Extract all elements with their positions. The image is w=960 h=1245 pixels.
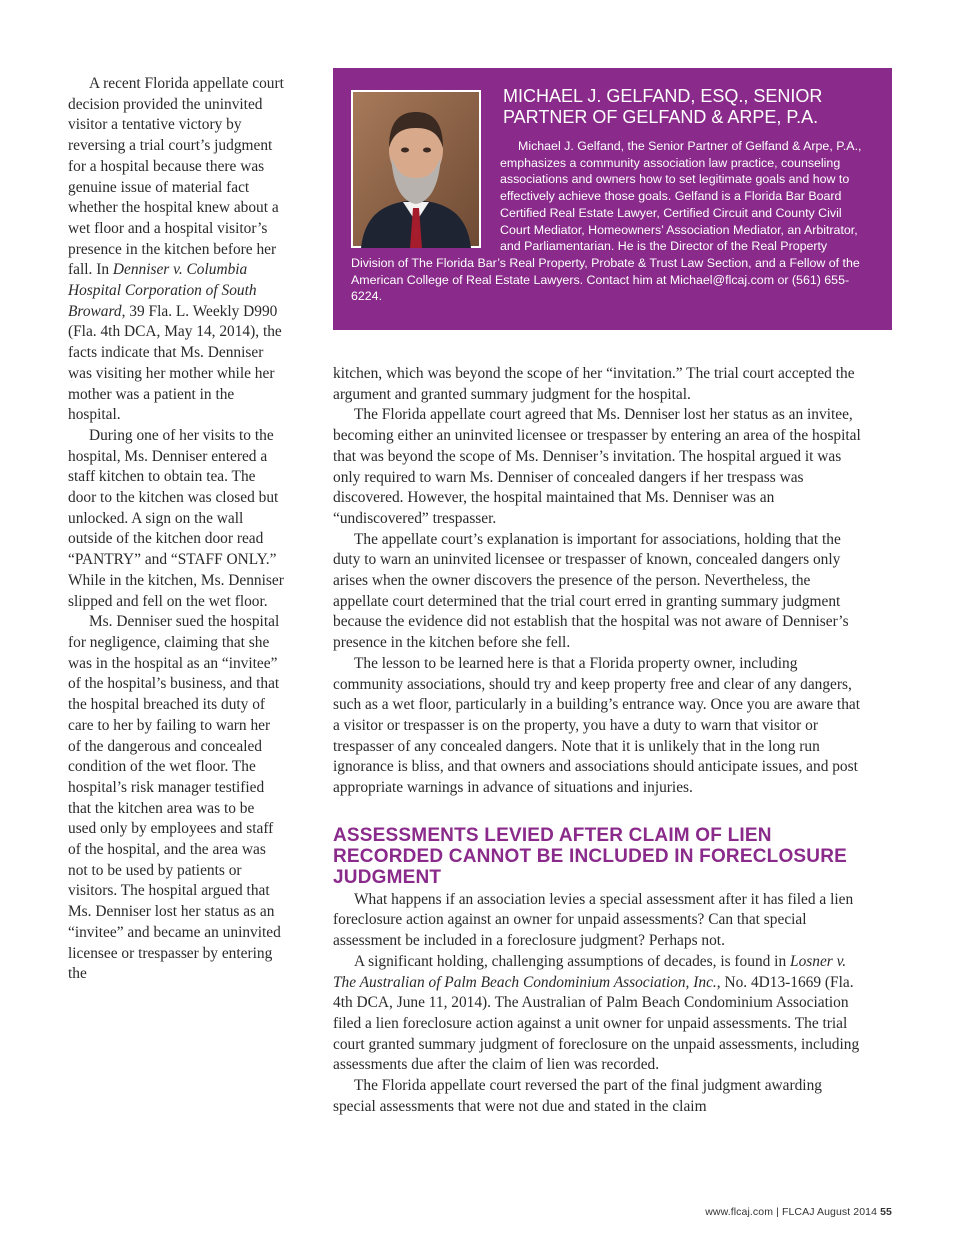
right-column [333,364,865,1118]
left-column [68,74,286,985]
bio-paragraph: Michael J. Gelfand, the Senior Partner of Gelfand & Arpe, P.A., emphasizes a community association law practice, counseling associations and owners how to set legitimate goals and how to effectively achieve those goals. Gelfand is a Florida Bar Board Certified Real Estate Lawyer, Certified Circuit and County Civil Court Mediator, Homeowners’ Association Mediator, an Arbitrator, and Parliamentarian. He is the Director of the Real Property Division of The Florida Bar’s Real Property, Probate & Trust Law Section, and a Fellow of the American College of Real Estate Lawyers. Contact him at Michael@flcaj.com or (561) 655-6224. [351,139,862,304]
page-number: 55 [880,1206,892,1218]
right-paragraph-4: The lesson to be learned here is that a Florida property owner, including community associations, should try and keep property free and clear of any dangers, such as a wet floor, particularly in a building’s entrance way. Once you are aware that a visitor or trespasser is on the property, you have a duty to warn that visitor or trespasser of any concealed dangers. Note that it is unlikely that in the long run ignorance is bliss, and that owners and associations should anticipate issues, and post appropriate warnings in advance of situations and injuries. [333,654,861,797]
right-paragraph-1: kitchen, which was beyond the scope of her “invitation.” The trial court accepted the argument and granted summary judgment for the hospital. [333,365,855,403]
right-paragraph-5: What happens if an association levies a special assessment after it has filed a lien foreclosure action against an owner for unpaid assessments? Can that special assessment be included in a foreclosure judgment? Perhaps not. [333,890,854,950]
left-paragraph-3: Ms. Denniser sued the hospital for negligence, claiming that she was in the hospital as an “invitee” of the hospital’s business, and that the hospital breached its duty of care to her by failing to warn her of the dangerous and concealed condition of the wet floor. The hospital’s risk manager testified that the kitchen area was to be used only by employees and staff of the hospital, and the area was not to be used by patients or visitors. The hospital argued that Ms. Denniser lost her status as an “invitee” and became an uninvited licensee or trespasser by entering the [68,613,281,983]
photo-spacer [351,138,500,250]
footer-website: www.flcaj.com [705,1206,774,1218]
footer-separator: | [776,1206,779,1218]
left-paragraph-2: During one of her visits to the hospital, Ms. Denniser entered a staff kitchen to obtain tea. The door to the kitchen was closed but unlocked. A sign on the wall outside of the kitchen door read “PANTRY” and “STAFF ONLY.” While in the kitchen, Ms. Denniser slipped and fell on the wet floor. [68,426,284,610]
right-paragraph-7: The Florida appellate court reversed the part of the final judgment awarding special assessments that were not due and stated in the claim [333,1077,822,1115]
page-footer [705,1206,892,1218]
bio-text-wrapper [351,138,871,305]
right-paragraph-6: A significant holding, challenging assumptions of decades, is found in Losner v. The Australian of Palm Beach Condominium Association, Inc., No. 4D13-1669 (Fla. 4th DCA, June 11, 2014). The Australian of Palm Beach Condominium Association filed a lien foreclosure action against a unit owner for unpaid assessments. The trial court granted summary judgment of foreclosure on the unpaid assessments, including assessments due after the claim of lien was recorded. [333,952,860,1074]
case-citation: Denniser v. Columbia Hospital Corporation of South Broward [68,261,257,320]
author-bio-box [333,68,892,330]
bio-heading: MICHAEL J. GELFAND, ESQ., SENIOR PARTNER OF GELFAND & ARPE, P.A. [503,86,823,127]
footer-publication: FLCAJ [781,1206,815,1218]
left-paragraph-1: A recent Florida appellate court decision provided the uninvited visitor a tentative victory by reversing a trial court’s judgment for a hospital because there was genuine issue of material fact whether the hospital knew about a wet floor and a hospital visitor’s presence in the kitchen before her fall. In Denniser v. Columbia Hospital Corporation of South Broward, 39 Fla. L. Weekly D990 (Fla. 4th DCA, May 14, 2014), the facts indicate that Ms. Denniser was visiting her mother while her mother was a patient in the hospital. [68,75,284,424]
case-citation: Losner v. The Australian of Palm Beach Condominium Association, Inc. [333,952,847,991]
right-paragraph-3: The appellate court’s explanation is important for associations, holding that the duty to warn an uninvited licensee or trespasser of known, concealed dangers only arises when the owner discovers the presence of the person. Nevertheless, the appellate court determined that the trial court erred in granting summary judgment because the evidence did not establish that the hospital was not aware of Denniser’s presence in the kitchen before she fell. [333,530,849,652]
right-paragraph-2: The Florida appellate court agreed that Ms. Denniser lost her status as an invitee, becoming either an uninvited licensee or trespasser by entering an area of the hospital that was beyond the scope of Ms. Denniser’s invitation. The hospital argued it was only required to warn Ms. Denniser of concealed dangers if her trespass was discovered. However, the hospital maintained that Ms. Denniser was an “undiscovered” trespasser. [333,406,861,527]
section-heading: ASSESSMENTS LEVIED AFTER CLAIM OF LIEN RECORDED CANNOT BE INCLUDED IN FORECLOSURE JUDGMENT [333,824,848,888]
footer-issue: August 2014 [817,1206,878,1218]
